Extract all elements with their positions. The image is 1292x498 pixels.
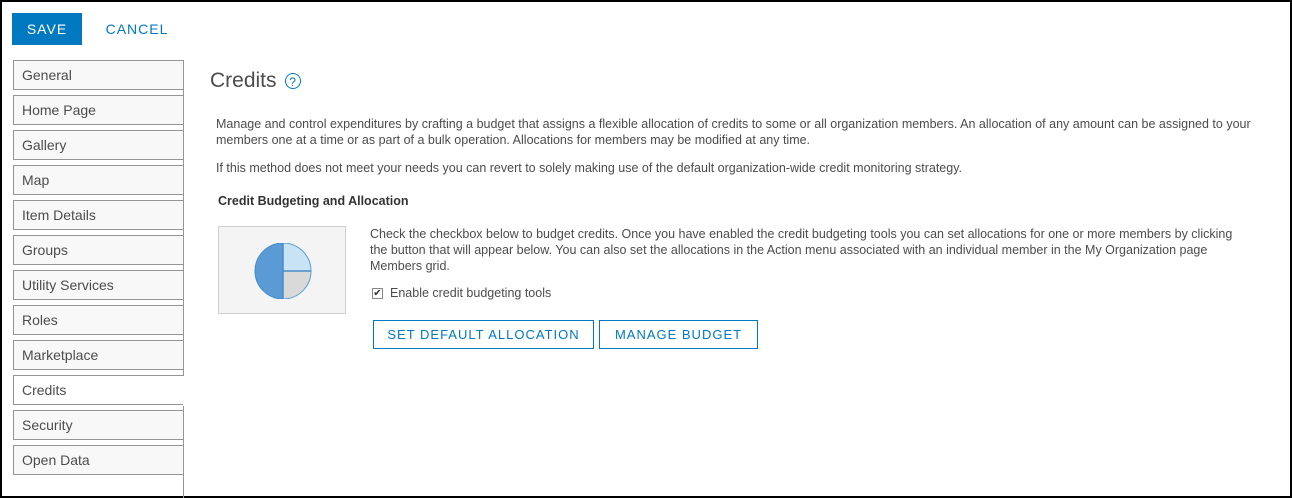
description: Manage and control expenditures by crafting a budget that assigns a flexible allocation of credits to some or all organization members. An allocation of any amount can be assigned to your members one at a time or as part of a bulk operation. Allocations for members may be modified at any time. [216, 117, 1251, 147]
manage-budget-button[interactable]: MANAGE BUDGET [599, 320, 758, 349]
page-title: Credits [210, 69, 277, 92]
enable-budgeting-checkbox[interactable] [372, 288, 383, 299]
title-row [210, 66, 1280, 96]
sidebar-item-marketplace[interactable]: Marketplace [13, 340, 184, 370]
sidebar-item-credits[interactable]: Credits [13, 375, 184, 405]
set-default-allocation-button[interactable]: SET DEFAULT ALLOCATION [373, 320, 594, 349]
instructions-text: Check the checkbox below to budget credits. Once you have enabled the credit budgeting tools you can set allocations for one or more members by clicking the button that will appear below. You can also set the allocations in the Action menu associated with an individual member in the My Organization page Members grid. [370, 227, 1233, 273]
sidebar-nav [13, 60, 184, 480]
budget-illustration [218, 226, 346, 314]
sidebar-item-gallery[interactable]: Gallery [13, 130, 184, 160]
sidebar-item-groups[interactable]: Groups [13, 235, 184, 265]
sidebar-item-map[interactable]: Map [13, 165, 184, 195]
sidebar-item-open-data[interactable]: Open Data [13, 445, 184, 475]
checkmark-icon: ✔ [373, 287, 382, 299]
sidebar-item-utility-services[interactable]: Utility Services [13, 270, 184, 300]
sidebar-divider [183, 60, 184, 498]
main-content [210, 66, 1280, 342]
sidebar-item-home-page[interactable]: Home Page [13, 95, 184, 125]
help-circle-icon[interactable]: ? [285, 73, 301, 89]
save-button[interactable]: SAVE [12, 13, 82, 45]
enable-budgeting-row [372, 286, 551, 300]
pie-chart-icon [253, 243, 313, 299]
active-tab-gap [183, 376, 184, 406]
section-title: Credit Budgeting and Allocation [218, 194, 409, 208]
description-secondary: If this method does not meet your needs you can revert to solely making use of the default organization-wide credit monitoring strategy. [216, 161, 963, 175]
sidebar-item-roles[interactable]: Roles [13, 305, 184, 335]
cancel-button[interactable]: CANCEL [94, 13, 180, 45]
sidebar-item-security[interactable]: Security [13, 410, 184, 440]
enable-budgeting-label[interactable]: Enable credit budgeting tools [390, 286, 552, 300]
sidebar-item-general[interactable]: General [13, 60, 184, 90]
sidebar-item-item-details[interactable]: Item Details [13, 200, 184, 230]
